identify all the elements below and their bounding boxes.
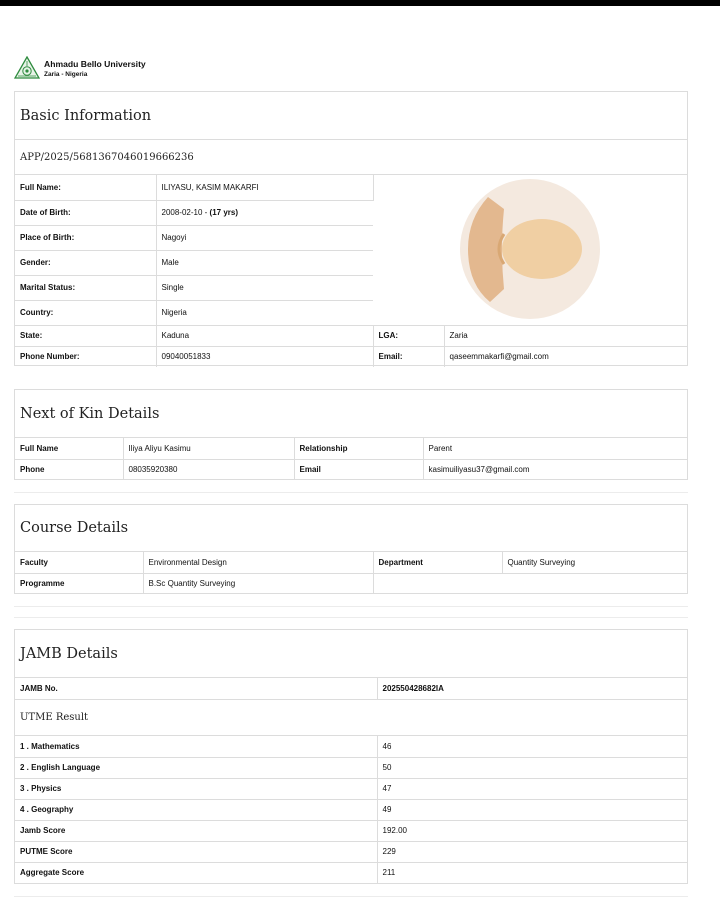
faculty-label: Faculty [15,552,143,573]
subject-name: 3 . Physics [15,778,377,799]
full-name-value: ILIYASU, KASIM MAKARFI [156,175,373,200]
subject-name: 4 . Geography [15,799,377,820]
subject-score: 46 [377,736,687,757]
state-label: State: [15,325,156,346]
jamb-number-value: 202550428682IA [382,684,444,693]
table-row [15,757,687,778]
basic-information-card [14,91,688,366]
section-divider [14,896,688,897]
state-value: Kaduna [156,325,373,346]
marital-status-value: Single [156,275,373,300]
putme-score-label: PUTME Score [15,841,377,862]
section-divider [14,606,688,607]
lga-label: LGA: [373,325,444,346]
utme-result-table [15,736,687,883]
subject-score: 47 [377,778,687,799]
marital-status-label: Marital Status: [15,275,156,300]
course-details-table [15,552,687,594]
putme-score-value: 229 [377,841,687,862]
university-location: Zaria - Nigeria [44,71,88,78]
kin-email-value: kasimuiliyasu37@gmail.com [428,465,530,475]
programme-empty-cell [373,573,687,594]
next-of-kin-card [14,389,688,480]
passport-photo [373,175,687,325]
phone-label: Phone Number: [15,346,156,367]
lga-value: Zaria [444,325,687,346]
dob-date: 2008-02-10 - [161,208,210,217]
dob-value [156,200,373,225]
kin-email-label: Email [294,459,423,480]
kin-relationship-value: Parent [423,438,687,459]
jamb-score-value: 192.00 [377,820,687,841]
department-label: Department [373,552,502,573]
country-value: Nigeria [156,300,373,325]
basic-information-title: Basic Information [15,92,687,140]
application-number: APP/2025/5681367046019666236 [15,140,687,175]
basic-information-table [15,175,687,367]
utme-result-title: UTME Result [15,699,687,736]
programme-value: B.Sc Quantity Surveying [143,573,373,594]
table-row [15,799,687,820]
email-label: Email: [373,346,444,367]
kin-relationship-label: Relationship [294,438,423,459]
university-header [14,56,146,80]
subject-score: 49 [377,799,687,820]
department-value: Quantity Surveying [502,552,687,573]
section-divider [14,492,688,493]
faculty-value: Environmental Design [143,552,373,573]
university-name: Ahmadu Bello University [44,59,146,69]
subject-name: 2 . English Language [15,757,377,778]
course-details-title: Course Details [15,505,687,552]
dob-label: Date of Birth: [15,200,156,225]
aggregate-score-label: Aggregate Score [15,862,377,883]
top-bar [0,0,720,6]
course-details-card [14,504,688,594]
pob-label: Place of Birth: [15,225,156,250]
country-label: Country: [15,300,156,325]
kin-phone-value: 08035920380 [123,459,294,480]
gender-value: Male [156,250,373,275]
jamb-details-card [14,629,688,884]
next-of-kin-table [15,438,687,480]
subject-score: 50 [377,757,687,778]
section-divider [14,617,688,618]
kin-phone-label: Phone [15,459,123,480]
jamb-score-label: Jamb Score [15,820,377,841]
email-value: qaseemmakarfi@gmail.com [449,352,549,362]
passport-photo-image [460,179,600,319]
programme-label: Programme [15,573,143,594]
next-of-kin-title: Next of Kin Details [15,390,687,438]
table-row [15,736,687,757]
jamb-details-title: JAMB Details [15,630,687,678]
phone-value: 09040051833 [156,346,373,367]
pob-value: Nagoyi [156,225,373,250]
jamb-number-label: JAMB No. [15,678,377,699]
subject-name: 1 . Mathematics [15,736,377,757]
jamb-number-table [15,678,687,699]
university-logo-icon [14,56,40,80]
gender-label: Gender: [15,250,156,275]
dob-age: (17 yrs) [209,208,238,217]
kin-full-name-label: Full Name [15,438,123,459]
full-name-label: Full Name: [15,175,156,200]
kin-full-name-value: Iliya Aliyu Kasimu [123,438,294,459]
table-row [15,778,687,799]
aggregate-score-value: 211 [382,868,396,878]
